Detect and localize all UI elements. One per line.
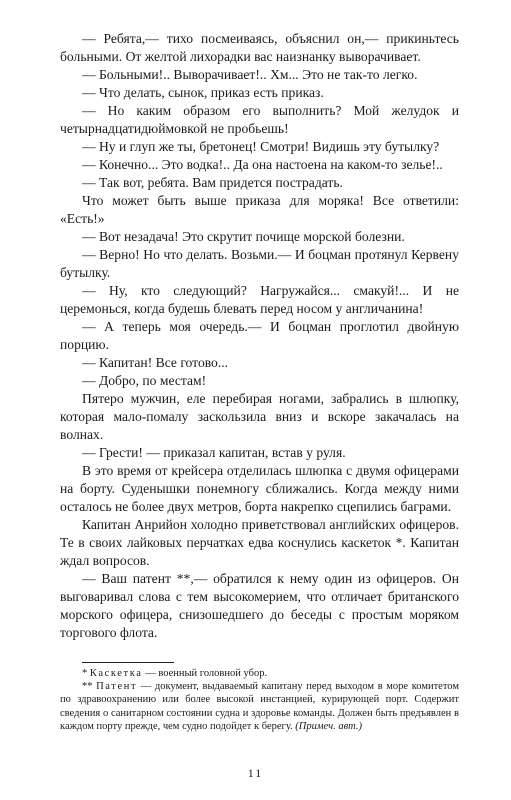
footnote-text: — военный головной убор. <box>145 668 268 679</box>
footnote-text: — документ, выдаваемый капитану перед выходом в море комитетом по здравоохранению или более высокой инстанцией, курирующей порт. Содержит сведения о санитарном состоянии судна и здоровье команды. Должен быть предъявлен в каждом порту прежде, чем судно подойдет к берегу. <box>60 681 459 732</box>
paragraph: — Вот незадача! Это скрутит почище морской болезни. <box>82 229 405 244</box>
footnote-divider <box>82 662 174 663</box>
paragraph: В это время от крейсера отделилась шлюпка с двумя офицерами на борту. Суденышки понемногу сближались. Когда между ними осталось не более двух метров, борта накрепко сцепились баграми. <box>60 463 459 514</box>
paragraph: — Капитан! Все готово... <box>82 355 229 370</box>
paragraph: — Верно! Но что делать. Возьми.— И боцман протянул Кервену бутылку. <box>60 247 459 280</box>
footnotes <box>60 667 459 733</box>
paragraph: — А теперь моя очередь.— И боцман проглотил двойную порцию. <box>60 319 459 352</box>
paragraph: — Но каким образом его выполнить? Мой желудок и четырнадцатидюймовкой не пробьешь! <box>60 103 459 136</box>
paragraph: — Ну и глуп же ты, бретонец! Смотри! Видишь эту бутылку? <box>82 139 440 154</box>
paragraph: — Добро, по местам! <box>82 373 207 388</box>
main-text <box>60 30 459 642</box>
book-page <box>60 30 459 733</box>
paragraph: Капитан Анрийон холодно приветствовал английских офицеров. Те в своих лайковых перчатках едва коснулись каскеток *. Капитан ждал вопросов. <box>60 517 459 568</box>
paragraph: — Больными!.. Выворачивает!.. Хм... Это не так-то легко. <box>82 67 418 82</box>
paragraph: — Что делать, сынок, приказ есть приказ. <box>82 85 324 100</box>
footnote-term: Каскетка <box>89 668 143 679</box>
footnote-marker: ** <box>82 681 93 693</box>
paragraph: — Ну, кто следующий? Нагружайся... смакуй!... И не церемонься, когда будешь блевать перед носом у англичанина! <box>60 283 459 316</box>
footnote <box>60 667 459 680</box>
paragraph: Пятеро мужчин, еле перебирая ногами, забрались в шлюпку, которая мало-помалу заскользила вниз и вскоре закачалась на волнах. <box>60 391 459 442</box>
paragraph: — Ваш патент **,— обратился к нему один из офицеров. Он выговаривал слова с тем высокомерием, что отличает британского морского офицера, снизошедшего до беседы с простым моряком торгового флота. <box>60 571 459 640</box>
footnote-term: Патент <box>96 681 138 693</box>
footnote-marker: * <box>82 668 88 679</box>
footnote <box>60 680 459 733</box>
paragraph: — Ребята,— тихо посмеиваясь, объяснил он,— прикиньтесь больными. От желтой лихорадки вас наизнанку выворачивает. <box>60 31 459 64</box>
paragraph: Что может быть выше приказа для моряка! Все ответили: «Есть!» <box>60 193 459 226</box>
page-number: 11 <box>247 766 264 780</box>
paragraph: — Так вот, ребята. Вам придется пострадать. <box>82 175 343 190</box>
paragraph: — Конечно... Это водка!.. Да она настоена на каком-то зелье!.. <box>82 157 443 172</box>
paragraph: — Грести! — приказал капитан, встав у руля. <box>82 445 346 460</box>
footnote-credit: (Примеч. авт.) <box>295 720 362 732</box>
